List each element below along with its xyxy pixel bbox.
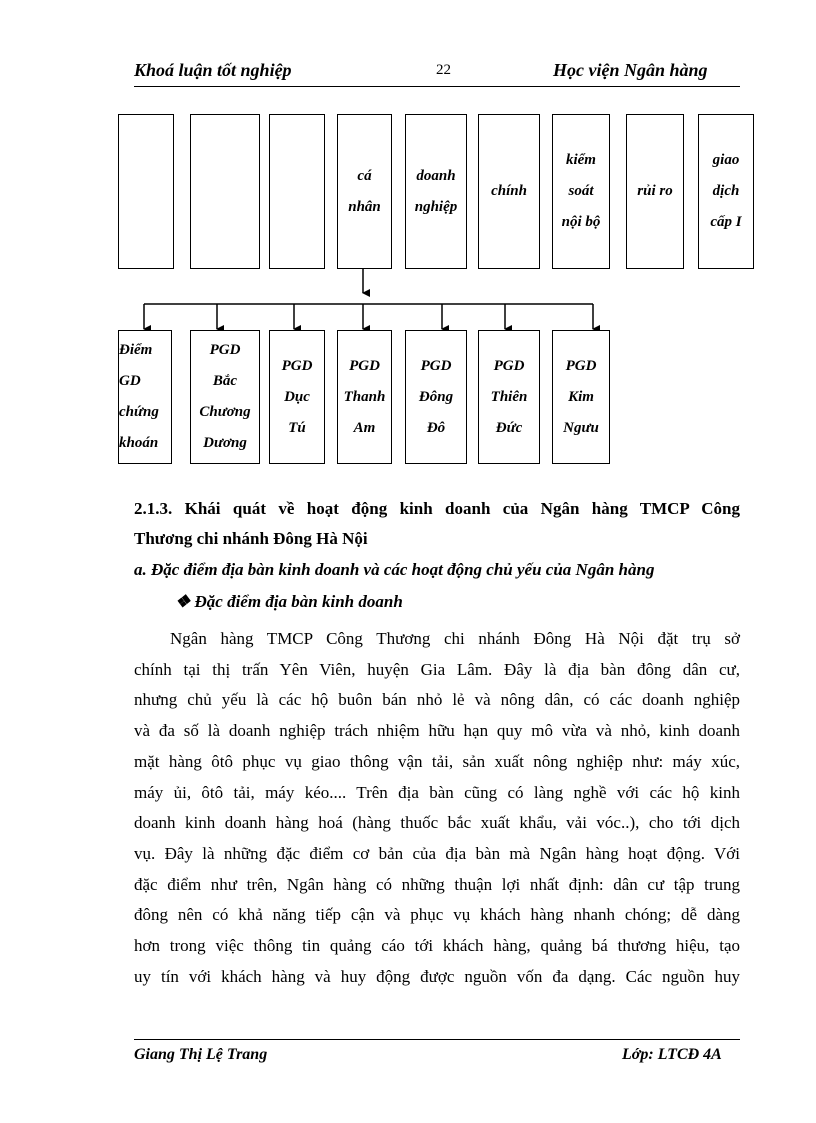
bullet-item <box>175 592 403 612</box>
paragraph-line: mặt hàng ôtô phục vụ giao thông vận tải, sản xuất nông nghiệp như: máy xúc, <box>134 751 740 771</box>
section-heading-line-2: Thương chi nhánh Đông Hà Nội <box>134 529 368 548</box>
office-dong-do: PGD Đông Đô <box>405 330 467 464</box>
header-left: Khoá luận tốt nghiệp <box>134 60 292 80</box>
dept-box-2 <box>190 114 260 269</box>
dept-box-transaction-office: giao dịch cấp I <box>698 114 754 269</box>
dept-box-risk: rủi ro <box>626 114 684 269</box>
paragraph-line: đông nên có khả năng tiếp cận và phục vụ khách hàng nhanh chóng; dễ dàng <box>134 905 740 925</box>
paragraph-line: hơn trong việc thông tin quảng cáo tới khách hàng, quảng bá thương hiệu, tạo <box>134 936 740 956</box>
dept-box-internal-control: kiểm soát nội bộ <box>552 114 610 269</box>
paragraph-line: chính tại thị trấn Yên Viên, huyện Gia Lâm. Đây là địa bàn đông dân cư, <box>134 659 740 679</box>
paragraph-line: doanh kinh doanh hàng hoá (hàng thuốc bắc xuất khẩu, vải vóc..), cho tới dịch <box>134 813 740 833</box>
office-thanh-am: PGD Thanh Am <box>337 330 392 464</box>
dept-box-3 <box>269 114 325 269</box>
dept-box-finance: chính <box>478 114 540 269</box>
paragraph-line: đặc điểm như trên, Ngân hàng có những thuận lợi nhất định: dân cư tập trung <box>134 874 740 894</box>
paragraph-line: nhưng chủ yếu là các hộ buôn bán nhỏ lẻ và nông dân, có các doanh nghiệp <box>134 690 740 710</box>
footer-rule <box>134 1039 740 1040</box>
dept-box-individual: cá nhân <box>337 114 392 269</box>
office-securities-point: Điểm GD chứng khoán <box>118 330 172 464</box>
dept-box-enterprise: doanh nghiệp <box>405 114 467 269</box>
body-paragraph <box>134 624 740 992</box>
footer-left: Giang Thị Lệ Trang <box>134 1046 268 1063</box>
paragraph-line: Ngân hàng TMCP Công Thương chi nhánh Đông Hà Nội đặt trụ sở <box>170 629 740 648</box>
bullet-text: Đặc điểm địa bàn kinh doanh <box>194 592 403 611</box>
office-kim-nguu: PGD Kim Ngưu <box>552 330 610 464</box>
office-thien-duc: PGD Thiên Đức <box>478 330 540 464</box>
paragraph-line: uy tín với khách hàng và huy động được nguồn vốn đa dạng. Các nguồn huy <box>134 966 740 986</box>
paragraph-line: và đa số là doanh nghiệp trách nhiệm hữu hạn quy mô vừa và nhỏ, kinh doanh <box>134 721 740 741</box>
page-number: 22 <box>436 62 451 78</box>
office-bac-chuong-duong: PGD Bắc Chương Dương <box>190 330 260 464</box>
paragraph-line: máy ủi, ôtô tải, máy kéo.... Trên địa bàn cũng có làng nghề với các hộ kinh <box>134 782 740 802</box>
bullet-diamond-icon: ❖ <box>175 592 191 611</box>
footer-right: Lớp: LTCĐ 4A <box>622 1046 722 1063</box>
section-heading-line-1: 2.1.3. Khái quát về hoạt động kinh doanh của Ngân hàng TMCP Công <box>134 499 740 518</box>
section-heading <box>134 494 740 554</box>
header-right: Học viện Ngân hàng <box>553 60 708 80</box>
subheading: a. Đặc điểm địa bàn kinh doanh và các hoạt động chủ yếu của Ngân hàng <box>134 560 655 579</box>
dept-box-1 <box>118 114 174 269</box>
office-duc-tu: PGD Dục Tú <box>269 330 325 464</box>
paragraph-line: vụ. Đây là những đặc điểm cơ bản của địa bàn mà Ngân hàng hoạt động. Với <box>134 843 740 863</box>
